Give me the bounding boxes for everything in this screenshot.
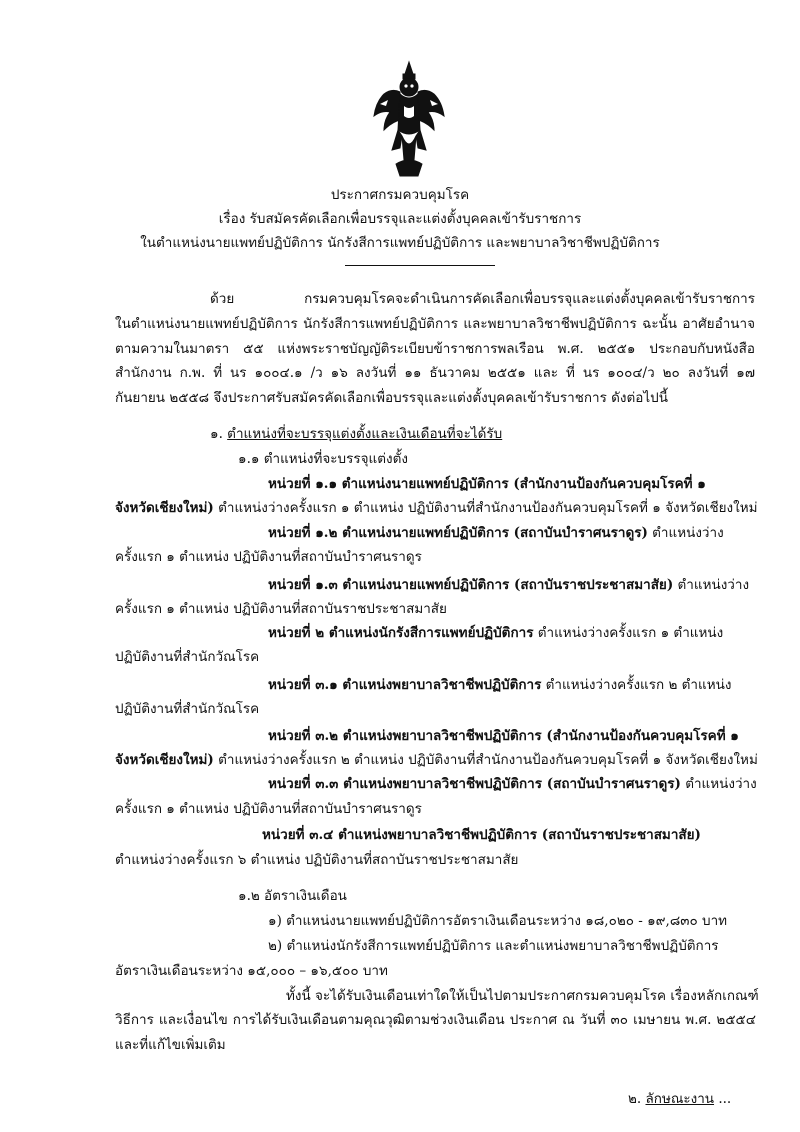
section-1-number: ๑. — [210, 426, 223, 442]
unit-3-2-title: หน่วยที่ ๓.๒ ตำแหน่งพยาบาลวิชาชีพปฏิบัติการ (สำนักงานป้องกันควบคุมโรคที่ ๑ — [268, 728, 739, 744]
unit-3-2-detail: ตำแหน่งว่างครั้งแรก ๒ ตำแหน่ง ปฏิบัติงานที่สำนักงานป้องกันควบคุมโรคที่ ๑ จังหวัดเชียงใหม่ — [213, 752, 758, 768]
unit-1-1-province: จังหวัดเชียงใหม่) — [115, 500, 214, 516]
unit-3-3-line-1 — [268, 775, 757, 793]
unit-1-2-title: หน่วยที่ ๑.๒ ตำแหน่งนายแพทย์ปฏิบัติการ (สถาบันบำราศนราดูร) — [268, 525, 648, 541]
unit-1-2-line-2: ครั้งแรก ๑ ตำแหน่ง ปฏิบัติงานที่สถาบันบำราศนราดูร — [115, 549, 422, 565]
section-1-heading — [210, 425, 502, 443]
intro-line-3: ตามความในมาตรา ๕๕ แห่งพระราชบัญญัติระเบียบข้าราชการพลเรือน พ.ศ. ๒๕๕๑ ประกอบกับหนังสือ — [115, 341, 755, 357]
unit-3-2-province: จังหวัดเชียงใหม่) — [115, 752, 214, 768]
unit-2-title: หน่วยที่ ๒ ตำแหน่งนักรังสีการแพทย์ปฏิบัติการ — [268, 625, 534, 641]
unit-1-3-line-2: ครั้งแรก ๑ ตำแหน่ง ปฏิบัติงานที่สถาบันราชประชาสมาสัย — [115, 601, 447, 617]
unit-1-2-vacancy: ตำแหน่งว่าง — [647, 525, 724, 541]
unit-3-2-line-2 — [115, 751, 758, 769]
salary-note-line-3: และที่แก้ไขเพิ่มเติม — [115, 1037, 226, 1053]
announcement-title: ประกาศกรมควบคุมโรค — [330, 187, 470, 203]
intro-line-5: กันยายน ๒๕๕๘ จึงประกาศรับสมัครคัดเลือกเพื่อบรรจุและแต่งตั้งบุคคลเข้ารับราชการ ดังต่อไปนี้ — [115, 390, 668, 406]
unit-3-1-line-1 — [268, 676, 731, 694]
salary-note-line-1: ทั้งนี้ จะได้รับเงินเดือนเท่าใดให้เป็นไปตามประกาศกรมควบคุมโรค เรื่องหลักเกณฑ์ — [286, 988, 759, 1004]
title-divider — [345, 265, 495, 266]
announcement-subject: เรื่อง รับสมัครคัดเลือกเพื่อบรรจุและแต่งตั้งบุคคลเข้ารับราชการ — [218, 211, 582, 227]
unit-3-3-vacancy: ตำแหน่งว่าง — [680, 776, 757, 792]
unit-1-3-vacancy: ตำแหน่งว่าง — [673, 577, 750, 593]
unit-1-3-title: หน่วยที่ ๑.๓ ตำแหน่งนายแพทย์ปฏิบัติการ (สถาบันราชประชาสมาสัย) — [268, 577, 674, 593]
unit-1-1-line-1 — [268, 475, 706, 493]
unit-2-vacancy: ตำแหน่งว่างครั้งแรก ๑ ตำแหน่ง — [533, 625, 724, 641]
unit-3-3-title: หน่วยที่ ๓.๓ ตำแหน่งพยาบาลวิชาชีพปฏิบัติการ (สถาบันบำราศนราดูร) — [268, 776, 681, 792]
unit-1-1-title: หน่วยที่ ๑.๑ ตำแหน่งนายแพทย์ปฏิบัติการ (สำนักงานป้องกันควบคุมโรคที่ ๑ — [268, 476, 706, 492]
unit-1-1-line-2 — [115, 499, 758, 517]
unit-3-4-title: หน่วยที่ ๓.๔ ตำแหน่งพยาบาลวิชาชีพปฏิบัติการ (สถาบันราชประชาสมาสัย) — [262, 827, 701, 843]
unit-1-1-detail: ตำแหน่งว่างครั้งแรก ๑ ตำแหน่ง ปฏิบัติงานที่สำนักงานป้องกันควบคุมโรคที่ ๑ จังหวัดเชียงใหม่ — [213, 500, 758, 516]
salary-item-1: ๑) ตำแหน่งนายแพทย์ปฏิบัติการอัตราเงินเดือนระหว่าง ๑๘,๐๒๐ - ๑๙,๘๓๐ บาท — [268, 913, 728, 929]
salary-item-2-line-2: อัตราเงินเดือนระหว่าง ๑๕,๐๐๐ – ๑๖,๕๐๐ บาท — [115, 963, 388, 979]
unit-2-line-2: ปฏิบัติงานที่สำนักวัณโรค — [115, 649, 260, 665]
section-1-title: ตำแหน่งที่จะบรรจุแต่งตั้งและเงินเดือนที่จะได้รับ — [227, 426, 503, 442]
announcement-positions: ในตำแหน่งนายแพทย์ปฏิบัติการ นักรังสีการแพทย์ปฏิบัติการ และพยาบาลวิชาชีพปฏิบัติการ — [140, 235, 660, 251]
intro-line-2: ในตำแหน่งนายแพทย์ปฏิบัติการ นักรังสีการแพทย์ปฏิบัติการ และพยาบาลวิชาชีพปฏิบัติการ ฉะนั้น อาศัยอำนาจ — [115, 316, 755, 332]
unit-3-4-line-1 — [262, 826, 701, 844]
salary-note-line-2: วิธีการ และเงื่อนไข การได้รับเงินเดือนตามคุณวุฒิตามช่วงเงินเดือน ประกาศ ณ วันที่ ๓๐ เมษายน พ.ศ. ๒๕๕๔ — [115, 1012, 756, 1028]
unit-3-2-line-1 — [268, 727, 739, 745]
next-section-title: ลักษณะงาน — [645, 1091, 715, 1107]
page-continuation — [628, 1090, 731, 1108]
unit-1-2-line-1 — [268, 524, 724, 542]
intro-line-4: สำนักงาน ก.พ. ที่ นร ๑๐๐๔.๑ /ว ๑๖ ลงวันที่ ๑๑ ธันวาคม ๒๕๕๑ และ ที่ นร ๑๐๐๔/ว ๒๐ ลงวันที่ ๑๗ — [115, 365, 755, 381]
unit-3-1-title: หน่วยที่ ๓.๑ ตำแหน่งพยาบาลวิชาชีพปฏิบัติการ — [268, 677, 542, 693]
garuda-emblem-icon — [370, 60, 448, 178]
unit-2-line-1 — [268, 624, 723, 642]
intro-line-1: ด้วย กรมควบคุมโรคจะดำเนินการคัดเลือกเพื่อบรรจุและแต่งตั้งบุคคลเข้ารับราชการ — [210, 291, 755, 307]
subsection-1-1: ๑.๑ ตำแหน่งที่จะบรรจุแต่งตั้ง — [238, 451, 408, 467]
next-section-number: ๒. — [628, 1091, 642, 1107]
continuation-dots: ... — [714, 1091, 732, 1107]
unit-3-3-line-2: ครั้งแรก ๑ ตำแหน่ง ปฏิบัติงานที่สถาบันบำราศนราดูร — [115, 801, 422, 817]
subsection-1-2: ๑.๒ อัตราเงินเดือน — [238, 888, 347, 904]
unit-1-3-line-1 — [268, 576, 749, 594]
unit-3-1-line-2: ปฏิบัติงานที่สำนักวัณโรค — [115, 701, 260, 717]
salary-item-2-line-1: ๒) ตำแหน่งนักรังสีการแพทย์ปฏิบัติการ และตำแหน่งพยาบาลวิชาชีพปฏิบัติการ — [268, 938, 719, 954]
unit-3-4-line-2: ตำแหน่งว่างครั้งแรก ๖ ตำแหน่ง ปฏิบัติงานที่สถาบันราชประชาสมาสัย — [115, 852, 519, 868]
unit-3-1-vacancy: ตำแหน่งว่างครั้งแรก ๒ ตำแหน่ง — [541, 677, 732, 693]
